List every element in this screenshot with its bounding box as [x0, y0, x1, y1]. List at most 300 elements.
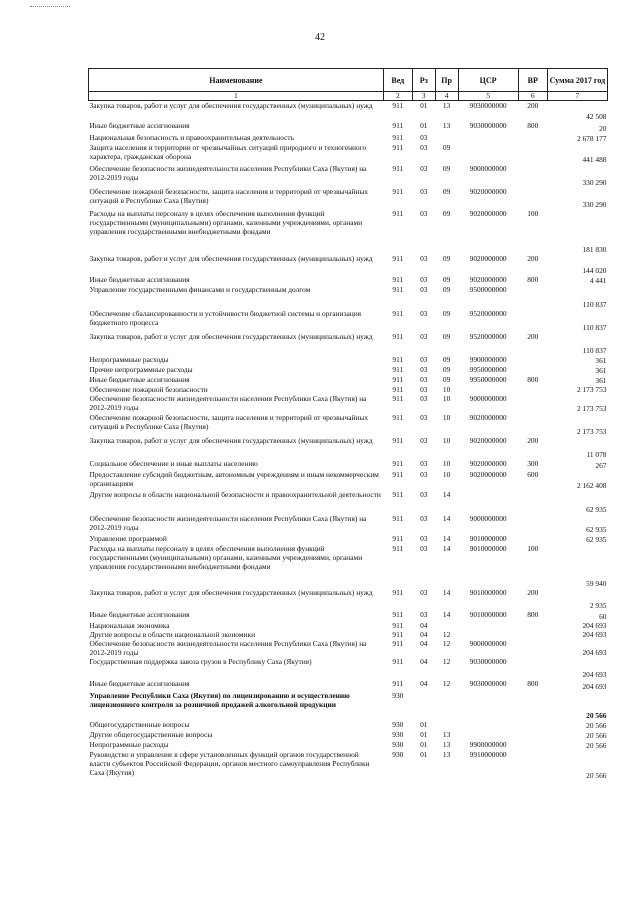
row-sum: 204 693 — [582, 681, 607, 691]
row-pr: 10 — [442, 393, 451, 403]
row-rz: 03 — [420, 186, 428, 196]
row-vr: 800 — [527, 274, 539, 284]
row-name: Прочие непрограммные расходы — [89, 364, 193, 374]
table-row — [89, 730, 608, 740]
row-sum: 62 935 — [586, 524, 607, 534]
row-csr: 9030000000 — [469, 101, 507, 110]
row-name: Другие вопросы в области национальной экономики — [89, 629, 256, 639]
row-ved: 911 — [392, 609, 404, 619]
row-vr: 800 — [527, 678, 539, 688]
row-ved: 911 — [392, 469, 404, 479]
row-rz: 03 — [420, 393, 428, 403]
row-pr: 13 — [442, 729, 451, 739]
row-vr: 200 — [527, 435, 539, 445]
row-pr: 14 — [442, 543, 451, 553]
row-name: Иные бюджетные ассигнования — [89, 374, 190, 384]
row-vr — [518, 490, 547, 514]
row-sum: 110 837 — [582, 345, 607, 355]
row-name: Закупка товаров, работ и услуг для обеспечения государственных (муниципальных) нужд — [89, 253, 373, 263]
row-vr — [518, 143, 547, 164]
row-pr: 09 — [442, 284, 451, 294]
row-name: Управление программой — [89, 533, 167, 543]
row-name: Государственная поддержка завоза грузов в Республику Саха (Якутия) — [89, 656, 312, 666]
col-number: 2 — [383, 92, 412, 101]
row-ved: 911 — [392, 638, 404, 648]
row-csr: 9020000000 — [469, 469, 507, 479]
row-pr: 14 — [442, 489, 451, 499]
table-row — [89, 639, 608, 657]
row-ved: 911 — [392, 186, 404, 196]
row-sum: 62 935 — [586, 504, 607, 514]
row-name: Обеспечение безопасности жизнедеятельности населения Республики Саха (Якутия) на 2012-2019 годы — [89, 163, 367, 182]
row-rz: 03 — [420, 253, 428, 263]
row-vr: 600 — [527, 469, 539, 479]
row-rz: 03 — [420, 163, 428, 173]
row-csr — [458, 385, 518, 394]
row-name: Закупка товаров, работ и услуг для обеспечения государственных (муниципальных) нужд — [89, 101, 373, 110]
col-number: 1 — [89, 92, 384, 101]
row-rz: 03 — [420, 374, 428, 384]
row-sum: 330 290 — [582, 199, 607, 209]
table-row — [89, 365, 608, 375]
row-csr: 9010000000 — [469, 587, 507, 597]
row-ved: 911 — [392, 308, 404, 318]
row-rz: 03 — [420, 543, 428, 553]
row-ved: 911 — [392, 629, 404, 639]
row-name: Непрограммные расходы — [89, 739, 169, 749]
row-vr — [518, 355, 547, 365]
row-vr: 200 — [527, 331, 539, 341]
row-sum: 144 020 — [582, 265, 607, 275]
col-number: 4 — [435, 92, 458, 101]
row-ved: 930 — [392, 719, 404, 729]
row-csr: 9020000000 — [469, 274, 507, 284]
row-rz: 03 — [420, 412, 428, 422]
row-ved: 911 — [392, 384, 404, 394]
row-csr: 9000000000 — [469, 638, 507, 648]
row-rz: 03 — [420, 364, 428, 374]
row-csr: 9000000000 — [469, 163, 507, 173]
row-name: Обеспечение безопасности жизнедеятельности населения Республики Саха (Якутия) на 2012-2019 годы — [89, 638, 367, 657]
row-ved: 911 — [392, 331, 404, 341]
row-sum: 204 693 — [582, 647, 607, 657]
row-csr: 9020000000 — [469, 435, 507, 445]
row-name: Общегосударственные вопросы — [89, 719, 190, 729]
row-name: Руководство и управление в сфере установленных функций органов государственной власти субъектов Российской Федерации, органов местного самоуправления Республики Саха (Якутия) — [89, 749, 370, 777]
table-row — [89, 187, 608, 209]
table-row — [89, 514, 608, 534]
row-csr: 9520000000 — [469, 331, 507, 341]
row-rz: 03 — [420, 142, 428, 152]
header-csr: ЦСР — [458, 69, 518, 92]
row-pr: 12 — [442, 656, 451, 666]
row-vr — [518, 285, 547, 309]
table-row — [89, 394, 608, 413]
row-vr — [518, 385, 547, 394]
row-vr — [518, 621, 547, 630]
row-ved: 911 — [392, 656, 404, 666]
row-rz: 04 — [420, 629, 428, 639]
header-vr: ВР — [518, 69, 547, 92]
row-pr: 10 — [442, 469, 451, 479]
row-name: Расходы на выплаты персоналу в целях обеспечения выполнения функций государственными (муниципальными) органами, казенными учреждениями, органами управления государственными внебюджетными фондами — [89, 543, 363, 571]
table-header-row — [89, 69, 608, 92]
table-row — [89, 375, 608, 385]
row-pr: 09 — [442, 208, 451, 218]
row-csr: 9000000000 — [469, 513, 507, 523]
row-name: Расходы на выплаты персоналу в целях обеспечения выполнения функций государственными (муниципальными) органами, казенными учреждениями, органами управления государственными внебюджетными фондами — [89, 208, 363, 236]
table-row — [89, 164, 608, 187]
row-ved: 930 — [392, 729, 404, 739]
row-sum: 4 441 — [589, 275, 607, 285]
row-pr: 13 — [442, 101, 451, 110]
table-row — [89, 355, 608, 365]
row-pr: 12 — [442, 678, 451, 688]
row-sum: 11 078 — [586, 449, 607, 459]
row-rz — [412, 691, 435, 720]
table-row — [89, 121, 608, 133]
table-row — [89, 588, 608, 610]
header-name: Наименование — [89, 69, 384, 92]
row-rz: 03 — [420, 435, 428, 445]
row-pr: 10 — [442, 384, 451, 394]
table-row — [89, 436, 608, 459]
row-vr: 800 — [527, 374, 539, 384]
row-rz: 04 — [420, 656, 428, 666]
row-csr: 9030000000 — [469, 656, 507, 666]
row-sum: 20 566 — [586, 710, 607, 720]
header-ved: Вед — [383, 69, 412, 92]
row-ved: 911 — [392, 142, 404, 152]
row-sum: 181 830 — [582, 244, 607, 254]
scan-corner-mark — [30, 6, 70, 7]
row-vr — [518, 187, 547, 209]
table-row — [89, 750, 608, 780]
row-vr — [518, 730, 547, 740]
row-pr: 09 — [442, 186, 451, 196]
row-vr: 200 — [527, 101, 539, 110]
row-vr — [518, 534, 547, 544]
table-row — [89, 610, 608, 621]
column-number-row — [89, 92, 608, 101]
row-pr — [435, 720, 458, 730]
col-number: 3 — [412, 92, 435, 101]
col-number: 7 — [547, 92, 607, 101]
row-csr: 9020000000 — [469, 253, 507, 263]
row-csr — [458, 630, 518, 639]
row-csr: 9010000000 — [469, 533, 507, 543]
row-sum: 204 693 — [582, 629, 607, 639]
row-csr: 9010000000 — [469, 609, 507, 619]
row-ved: 911 — [392, 120, 404, 130]
row-csr: 9030000000 — [469, 120, 507, 130]
row-ved: 911 — [392, 678, 404, 688]
table-row — [89, 275, 608, 285]
row-pr: 13 — [442, 120, 451, 130]
row-csr: 9020000000 — [469, 458, 507, 468]
row-csr: 9520000000 — [469, 308, 507, 318]
row-rz: 01 — [420, 719, 428, 729]
row-pr: 12 — [442, 638, 451, 648]
row-rz: 03 — [420, 469, 428, 479]
row-vr — [518, 691, 547, 720]
col-number: 5 — [458, 92, 518, 101]
row-pr: 14 — [442, 513, 451, 523]
row-sum: 60 — [599, 611, 607, 621]
row-vr — [518, 365, 547, 375]
row-sum: 204 693 — [582, 669, 607, 679]
table-row — [89, 657, 608, 679]
row-name: Обеспечение сбалансированности и устойчивости бюджетной системы и организация бюджетного процесса — [89, 308, 362, 327]
row-pr: 09 — [442, 253, 451, 263]
row-vr — [518, 309, 547, 332]
row-sum: 330 290 — [582, 177, 607, 187]
row-rz: 01 — [420, 749, 428, 759]
row-name: Закупка товаров, работ и услуг для обеспечения государственных (муниципальных) нужд — [89, 587, 373, 597]
row-vr — [518, 639, 547, 657]
row-sum: 2 173 753 — [576, 403, 607, 413]
row-name: Другие вопросы в области национальной безопасности и правоохранительной деятельности — [89, 489, 381, 499]
row-name: Национальная безопасность и правоохранительная деятельность — [89, 132, 294, 142]
row-ved: 911 — [392, 543, 404, 553]
row-csr — [458, 490, 518, 514]
row-ved: 911 — [392, 458, 404, 468]
row-vr — [518, 413, 547, 436]
row-csr — [458, 621, 518, 630]
row-pr: 09 — [442, 354, 451, 364]
table-row — [89, 630, 608, 639]
row-pr: 09 — [442, 374, 451, 384]
row-csr: 9950000000 — [469, 364, 507, 374]
row-rz: 03 — [420, 208, 428, 218]
table-row — [89, 534, 608, 544]
row-rz: 03 — [420, 132, 428, 142]
table-row — [89, 413, 608, 436]
row-vr — [518, 630, 547, 639]
row-pr: 14 — [442, 609, 451, 619]
col-number: 6 — [518, 92, 547, 101]
row-ved: 911 — [392, 412, 404, 422]
row-name: Обеспечение безопасности жизнедеятельности населения Республики Саха (Якутия) на 2012-2019 годы — [89, 393, 367, 412]
row-sum: 361 — [595, 355, 607, 365]
row-csr — [458, 720, 518, 730]
row-vr: 100 — [527, 543, 539, 553]
row-rz: 01 — [420, 739, 428, 749]
row-sum: 2 173 753 — [576, 426, 607, 436]
row-rz: 01 — [420, 101, 428, 110]
row-rz: 03 — [420, 331, 428, 341]
row-name: Иные бюджетные ассигнования — [89, 274, 190, 284]
row-name: Управление государственными финансами и государственным долгом — [89, 284, 311, 294]
row-sum: 59 940 — [586, 578, 607, 588]
table-row — [89, 470, 608, 490]
row-pr — [435, 621, 458, 630]
row-pr: 09 — [442, 308, 451, 318]
table-body — [89, 101, 608, 780]
row-sum: 20 566 — [586, 730, 607, 740]
row-rz: 03 — [420, 308, 428, 318]
row-sum: 361 — [595, 375, 607, 385]
row-ved: 930 — [392, 739, 404, 749]
row-rz: 01 — [420, 729, 428, 739]
row-name: Закупка товаров, работ и услуг для обеспечения государственных (муниципальных) нужд — [89, 331, 373, 341]
table-row — [89, 679, 608, 691]
row-sum: 361 — [595, 365, 607, 375]
row-pr: 13 — [442, 749, 451, 759]
row-ved: 911 — [392, 132, 404, 142]
row-csr: 9020000000 — [469, 208, 507, 218]
row-rz: 03 — [420, 587, 428, 597]
row-name: Социальное обеспечение и иные выплаты населению — [89, 458, 258, 468]
row-sum: 441 488 — [582, 154, 607, 164]
row-rz: 04 — [420, 620, 428, 630]
row-rz: 03 — [420, 489, 428, 499]
row-vr — [518, 394, 547, 413]
row-ved: 911 — [392, 274, 404, 284]
row-ved: 911 — [392, 163, 404, 173]
row-ved: 911 — [392, 374, 404, 384]
row-name: Обеспечение безопасности жизнедеятельности населения Республики Саха (Якутия) на 2012-2019 годы — [89, 513, 367, 532]
row-csr: 9020000000 — [469, 186, 507, 196]
row-pr: 09 — [442, 364, 451, 374]
row-ved: 911 — [392, 208, 404, 218]
row-vr — [518, 740, 547, 750]
row-sum: 2 162 408 — [576, 480, 607, 490]
row-rz: 03 — [420, 384, 428, 394]
row-vr — [518, 720, 547, 730]
row-rz: 03 — [420, 274, 428, 284]
row-name: Иные бюджетные ассигнования — [89, 120, 190, 130]
row-ved: 911 — [392, 393, 404, 403]
row-name: Иные бюджетные ассигнования — [89, 678, 190, 688]
row-sum: 2 678 177 — [576, 133, 607, 143]
row-ved: 911 — [392, 489, 404, 499]
row-sum: 20 566 — [586, 740, 607, 750]
table-row — [89, 285, 608, 309]
row-sum: 2 935 — [589, 600, 607, 610]
table-row — [89, 691, 608, 720]
row-csr: 9020000000 — [469, 412, 507, 422]
row-csr: 9030000000 — [469, 678, 507, 688]
row-pr: 10 — [442, 412, 451, 422]
row-name: Обеспечение пожарной безопасности, защита населения и территорий от чрезвычайных ситуаций в Республике Саха (Якутия) — [89, 412, 369, 431]
row-ved: 911 — [392, 354, 404, 364]
row-ved: 911 — [392, 620, 404, 630]
row-name: Предоставление субсидий бюджетным, автономным учреждениям и иным некоммерческим организациям — [89, 469, 379, 488]
row-csr — [458, 730, 518, 740]
row-ved: 911 — [392, 253, 404, 263]
row-name: Защита населения и территории от чрезвычайных ситуаций природного и техногенного характера, гражданская оборона — [89, 142, 367, 161]
row-vr: 300 — [527, 458, 539, 468]
row-rz: 03 — [420, 533, 428, 543]
row-csr: 9500000000 — [469, 284, 507, 294]
table-row — [89, 101, 608, 121]
row-sum: 2 173 753 — [576, 384, 607, 394]
row-name: Закупка товаров, работ и услуг для обеспечения государственных (муниципальных) нужд — [89, 435, 373, 445]
header-rz: Рз — [412, 69, 435, 92]
row-sum: 20 566 — [586, 720, 607, 730]
table-row — [89, 490, 608, 514]
table-row — [89, 209, 608, 254]
row-pr: 14 — [442, 587, 451, 597]
row-csr: 9900000000 — [469, 739, 507, 749]
row-pr: 12 — [442, 629, 451, 639]
table-row — [89, 385, 608, 394]
row-ved: 911 — [392, 587, 404, 597]
table-row — [89, 143, 608, 164]
row-vr — [518, 164, 547, 187]
row-ved: 911 — [392, 513, 404, 523]
row-ved: 930 — [392, 690, 404, 700]
table-row — [89, 309, 608, 332]
row-vr: 200 — [527, 253, 539, 263]
row-pr: 09 — [442, 142, 451, 152]
row-ved: 911 — [392, 284, 404, 294]
row-ved: 930 — [392, 749, 404, 759]
row-vr: 200 — [527, 587, 539, 597]
row-sum: 20 566 — [586, 770, 607, 780]
header-sum: Сумма 2017 год — [547, 69, 607, 92]
row-csr: 9000000000 — [469, 393, 507, 403]
row-vr: 800 — [527, 609, 539, 619]
row-pr — [435, 133, 458, 143]
row-csr: 9950000000 — [469, 374, 507, 384]
table-row — [89, 459, 608, 470]
row-sum: 267 — [595, 460, 607, 470]
row-sum: 110 837 — [582, 299, 607, 309]
row-pr — [435, 691, 458, 720]
row-csr — [458, 133, 518, 143]
table-row — [89, 254, 608, 275]
row-rz: 03 — [420, 458, 428, 468]
row-ved: 911 — [392, 435, 404, 445]
row-pr: 09 — [442, 163, 451, 173]
row-rz: 04 — [420, 638, 428, 648]
row-name: Обеспечение пожарной безопасности, защита населения и территорий от чрезвычайных ситуаций в Республике Саха (Якутия) — [89, 186, 369, 205]
row-rz: 04 — [420, 678, 428, 688]
row-sum: 110 837 — [582, 322, 607, 332]
row-name: Управление Республики Саха (Якутия) по лицензированию и осуществлению лицензионного контроля за розничной продажей алкогольной продукции — [89, 690, 350, 709]
row-pr: 13 — [442, 739, 451, 749]
row-csr: 9010000000 — [469, 543, 507, 553]
row-vr — [518, 514, 547, 534]
row-vr: 100 — [527, 208, 539, 218]
row-name: Национальная экономика — [89, 620, 170, 630]
row-vr — [518, 133, 547, 143]
row-name: Иные бюджетные ассигнования — [89, 609, 190, 619]
row-ved: 911 — [392, 533, 404, 543]
row-csr: 9910000000 — [469, 749, 507, 759]
table-row — [89, 720, 608, 730]
table-row — [89, 621, 608, 630]
table-row — [89, 740, 608, 750]
row-name: Обеспечение пожарной безопасности — [89, 384, 208, 394]
row-name: Другие общегосударственные вопросы — [89, 729, 213, 739]
row-csr — [458, 691, 518, 720]
page-number: 42 — [315, 32, 325, 43]
row-pr: 14 — [442, 533, 451, 543]
row-vr — [518, 657, 547, 679]
budget-table — [88, 68, 608, 780]
table-row — [89, 332, 608, 355]
table-row — [89, 544, 608, 588]
row-vr: 800 — [527, 120, 539, 130]
row-name: Непрограммные расходы — [89, 354, 169, 364]
row-pr: 10 — [442, 458, 451, 468]
row-sum: 42 508 — [586, 111, 607, 121]
row-csr — [458, 143, 518, 164]
row-rz: 01 — [420, 120, 428, 130]
